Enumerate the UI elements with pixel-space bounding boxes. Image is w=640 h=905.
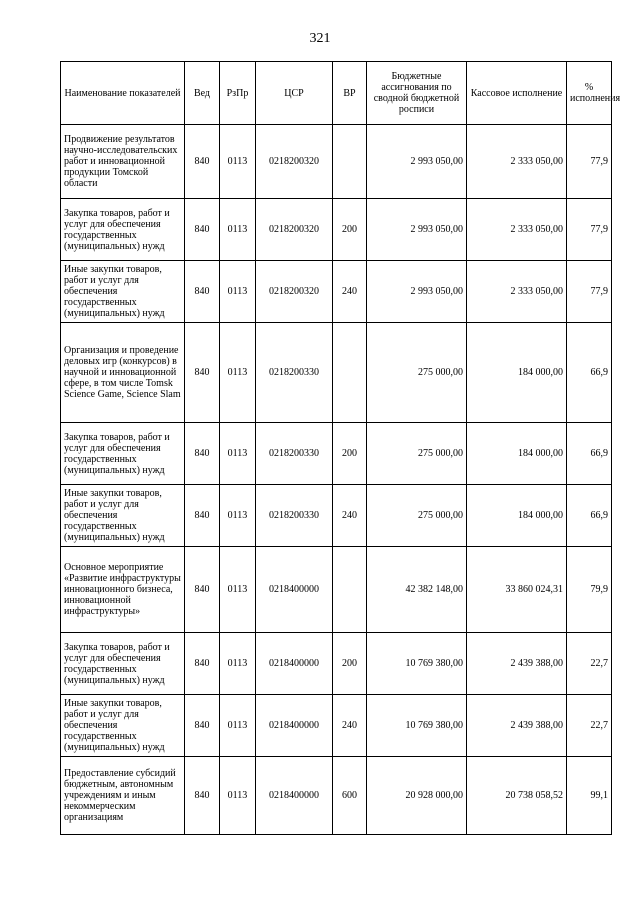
header-csr: ЦСР bbox=[256, 62, 333, 125]
cell-name: Иные закупки товаров, работ и услуг для обеспечения государственных (муниципальных) нужд bbox=[61, 261, 185, 323]
cell-name: Закупка товаров, работ и услуг для обеспечения государственных (муниципальных) нужд bbox=[61, 423, 185, 485]
cell-pct: 77,9 bbox=[567, 199, 612, 261]
cell-pct: 77,9 bbox=[567, 261, 612, 323]
header-name: Наименование показателей bbox=[61, 62, 185, 125]
cell-csr: 0218200330 bbox=[256, 485, 333, 547]
cell-cash: 33 860 024,31 bbox=[467, 547, 567, 633]
cell-budget: 42 382 148,00 bbox=[367, 547, 467, 633]
table-row bbox=[61, 423, 612, 485]
table-body bbox=[61, 125, 612, 835]
header-ved: Вед bbox=[185, 62, 220, 125]
table-row bbox=[61, 199, 612, 261]
cell-pct: 79,9 bbox=[567, 547, 612, 633]
cell-cash: 20 738 058,52 bbox=[467, 757, 567, 835]
cell-csr: 0218200330 bbox=[256, 423, 333, 485]
cell-vr: 600 bbox=[333, 757, 367, 835]
cell-cash: 184 000,00 bbox=[467, 323, 567, 423]
cell-cash: 2 439 388,00 bbox=[467, 633, 567, 695]
cell-ved: 840 bbox=[185, 261, 220, 323]
cell-name: Организация и проведение деловых игр (конкурсов) в научной и инновационной сфере, в том числе Tomsk Science Game, Science Slam bbox=[61, 323, 185, 423]
cell-rzpr: 0113 bbox=[220, 633, 256, 695]
cell-ved: 840 bbox=[185, 547, 220, 633]
cell-rzpr: 0113 bbox=[220, 547, 256, 633]
header-vr: ВР bbox=[333, 62, 367, 125]
cell-csr: 0218200330 bbox=[256, 323, 333, 423]
cell-name: Предоставление субсидий бюджетным, автономным учреждениям и иным некоммерческим организациям bbox=[61, 757, 185, 835]
cell-ved: 840 bbox=[185, 125, 220, 199]
cell-cash: 2 333 050,00 bbox=[467, 199, 567, 261]
cell-budget: 10 769 380,00 bbox=[367, 633, 467, 695]
table-header bbox=[61, 62, 621, 125]
cell-vr: 240 bbox=[333, 695, 367, 757]
cell-csr: 0218400000 bbox=[256, 757, 333, 835]
cell-rzpr: 0113 bbox=[220, 757, 256, 835]
cell-rzpr: 0113 bbox=[220, 261, 256, 323]
cell-ved: 840 bbox=[185, 485, 220, 547]
cell-vr: 200 bbox=[333, 423, 367, 485]
cell-vr bbox=[333, 547, 367, 633]
table-row bbox=[61, 261, 612, 323]
cell-rzpr: 0113 bbox=[220, 125, 256, 199]
cell-pct: 66,9 bbox=[567, 323, 612, 423]
cell-vr bbox=[333, 125, 367, 199]
budget-execution-table bbox=[60, 61, 621, 835]
cell-ved: 840 bbox=[185, 199, 220, 261]
cell-pct: 22,7 bbox=[567, 695, 612, 757]
cell-csr: 0218400000 bbox=[256, 695, 333, 757]
cell-csr: 0218200320 bbox=[256, 199, 333, 261]
cell-ved: 840 bbox=[185, 423, 220, 485]
cell-ved: 840 bbox=[185, 695, 220, 757]
page-number: 321 bbox=[309, 31, 331, 46]
table-row bbox=[61, 125, 612, 199]
cell-vr: 200 bbox=[333, 199, 367, 261]
table-row bbox=[61, 547, 612, 633]
cell-csr: 0218200320 bbox=[256, 125, 333, 199]
cell-pct: 66,9 bbox=[567, 485, 612, 547]
cell-budget: 10 769 380,00 bbox=[367, 695, 467, 757]
cell-budget: 20 928 000,00 bbox=[367, 757, 467, 835]
table-row bbox=[61, 323, 612, 423]
header-budget: Бюджетные ассигнования по сводной бюджетной росписи bbox=[367, 62, 467, 125]
cell-cash: 184 000,00 bbox=[467, 423, 567, 485]
cell-name: Закупка товаров, работ и услуг для обеспечения государственных (муниципальных) нужд bbox=[61, 633, 185, 695]
cell-ved: 840 bbox=[185, 633, 220, 695]
table-row bbox=[61, 757, 612, 835]
cell-cash: 184 000,00 bbox=[467, 485, 567, 547]
table-row bbox=[61, 633, 612, 695]
cell-ved: 840 bbox=[185, 323, 220, 423]
cell-name: Иные закупки товаров, работ и услуг для обеспечения государственных (муниципальных) нужд bbox=[61, 695, 185, 757]
cell-pct: 22,7 bbox=[567, 633, 612, 695]
cell-rzpr: 0113 bbox=[220, 485, 256, 547]
cell-budget: 2 993 050,00 bbox=[367, 261, 467, 323]
cell-csr: 0218400000 bbox=[256, 633, 333, 695]
cell-budget: 275 000,00 bbox=[367, 323, 467, 423]
cell-rzpr: 0113 bbox=[220, 695, 256, 757]
cell-cash: 2 439 388,00 bbox=[467, 695, 567, 757]
header-pct: % исполнения bbox=[567, 62, 612, 125]
cell-csr: 0218400000 bbox=[256, 547, 333, 633]
cell-name: Иные закупки товаров, работ и услуг для обеспечения государственных (муниципальных) нужд bbox=[61, 485, 185, 547]
cell-rzpr: 0113 bbox=[220, 199, 256, 261]
cell-budget: 2 993 050,00 bbox=[367, 125, 467, 199]
header-rzpr: РзПр bbox=[220, 62, 256, 125]
cell-budget: 275 000,00 bbox=[367, 423, 467, 485]
cell-name: Закупка товаров, работ и услуг для обеспечения государственных (муниципальных) нужд bbox=[61, 199, 185, 261]
cell-pct: 66,9 bbox=[567, 423, 612, 485]
cell-budget: 275 000,00 bbox=[367, 485, 467, 547]
cell-csr: 0218200320 bbox=[256, 261, 333, 323]
cell-name: Основное мероприятие «Развитие инфраструктуры инновационного бизнеса, инновационной инфраструктуры» bbox=[61, 547, 185, 633]
header-cash: Кассовое исполнение bbox=[467, 62, 567, 125]
cell-vr: 200 bbox=[333, 633, 367, 695]
cell-pct: 77,9 bbox=[567, 125, 612, 199]
cell-rzpr: 0113 bbox=[220, 423, 256, 485]
cell-budget: 2 993 050,00 bbox=[367, 199, 467, 261]
cell-ved: 840 bbox=[185, 757, 220, 835]
header-row bbox=[61, 62, 612, 125]
cell-name: Продвижение результатов научно-исследовательских работ и инновационной продукции Томской области bbox=[61, 125, 185, 199]
cell-pct: 99,1 bbox=[567, 757, 612, 835]
table-row bbox=[61, 485, 612, 547]
cell-rzpr: 0113 bbox=[220, 323, 256, 423]
cell-vr: 240 bbox=[333, 485, 367, 547]
cell-vr: 240 bbox=[333, 261, 367, 323]
cell-vr bbox=[333, 323, 367, 423]
table-row bbox=[61, 695, 612, 757]
cell-cash: 2 333 050,00 bbox=[467, 261, 567, 323]
cell-cash: 2 333 050,00 bbox=[467, 125, 567, 199]
